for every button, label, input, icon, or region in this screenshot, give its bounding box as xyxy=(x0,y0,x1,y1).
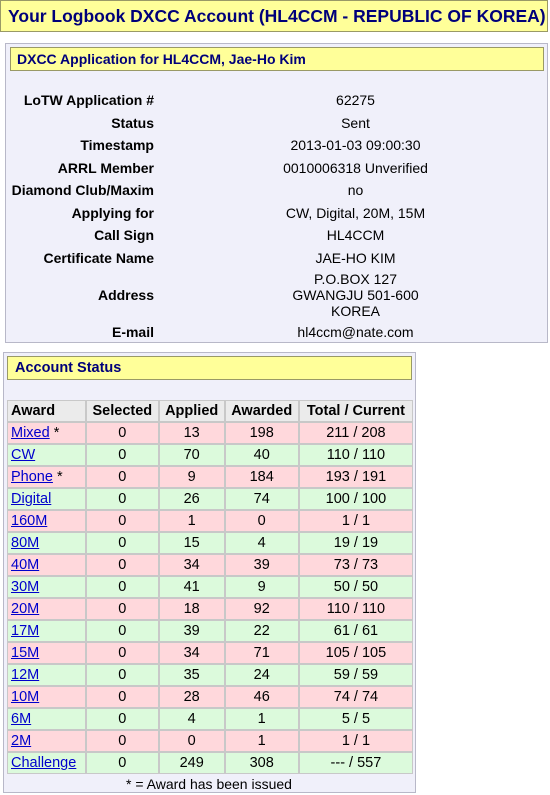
selected-cell: 0 xyxy=(86,532,159,554)
table-row xyxy=(7,642,413,664)
selected-cell: 0 xyxy=(86,752,159,774)
field-value: 2013-01-03 09:00:30 xyxy=(290,137,421,154)
award-link[interactable]: 30M xyxy=(11,579,40,595)
award-link[interactable]: CW xyxy=(11,447,36,463)
column-header-awarded: Awarded xyxy=(225,400,299,422)
selected-cell: 0 xyxy=(86,576,159,598)
table-row xyxy=(7,620,413,642)
awarded-cell: 1 xyxy=(225,730,299,752)
selected-cell: 0 xyxy=(86,510,159,532)
total-cell: --- / 557 xyxy=(299,752,413,774)
award-cell xyxy=(7,466,86,488)
awarded-cell: 46 xyxy=(225,686,299,708)
field-value: hl4ccm@nate.com xyxy=(297,324,414,341)
application-title: DXCC Application for HL4CCM, Jae-Ho Kim xyxy=(10,47,544,71)
selected-cell: 0 xyxy=(86,554,159,576)
column-header-selected: Selected xyxy=(86,400,159,422)
table-header-row xyxy=(7,400,413,422)
selected-cell: 0 xyxy=(86,466,159,488)
field-value: 62275 xyxy=(336,92,375,109)
account-status-panel xyxy=(3,352,416,793)
award-cell xyxy=(7,554,86,576)
applied-cell: 39 xyxy=(159,620,225,642)
table-row xyxy=(7,510,413,532)
field-row-email xyxy=(6,321,547,344)
award-link[interactable]: 15M xyxy=(11,645,40,661)
table-row xyxy=(7,532,413,554)
table-row xyxy=(7,730,413,752)
table-row xyxy=(7,664,413,686)
applied-cell: 1 xyxy=(159,510,225,532)
total-cell: 1 / 1 xyxy=(299,510,413,532)
applied-cell: 70 xyxy=(159,444,225,466)
selected-cell: 0 xyxy=(86,488,159,510)
field-label: Call Sign xyxy=(94,227,154,244)
application-details-table xyxy=(6,89,547,344)
field-label: Diamond Club/Maxim xyxy=(11,182,154,199)
award-cell xyxy=(7,488,86,510)
field-value: JAE-HO KIM xyxy=(315,249,396,266)
total-cell: 100 / 100 xyxy=(299,488,413,510)
field-row-arrl-member xyxy=(6,157,547,180)
field-row-call-sign xyxy=(6,224,547,247)
awarded-cell: 71 xyxy=(225,642,299,664)
award-link[interactable]: 12M xyxy=(11,667,40,683)
awarded-cell: 198 xyxy=(225,422,299,444)
award-link[interactable]: Challenge xyxy=(11,755,77,771)
field-row-certificate-name xyxy=(6,247,547,270)
selected-cell: 0 xyxy=(86,708,159,730)
total-cell: 110 / 110 xyxy=(299,598,413,620)
field-label: Status xyxy=(111,114,154,131)
field-row-diamond-club xyxy=(6,179,547,202)
award-cell xyxy=(7,642,86,664)
field-value: Sent xyxy=(341,114,370,131)
awarded-cell: 24 xyxy=(225,664,299,686)
awarded-cell: 308 xyxy=(225,752,299,774)
award-link[interactable]: 80M xyxy=(11,535,40,551)
award-link[interactable]: 20M xyxy=(11,601,40,617)
total-cell: 50 / 50 xyxy=(299,576,413,598)
account-status-table xyxy=(7,400,413,774)
address-value xyxy=(164,269,547,321)
awarded-cell: 184 xyxy=(225,466,299,488)
award-link[interactable]: 40M xyxy=(11,557,40,573)
applied-cell: 0 xyxy=(159,730,225,752)
field-value: CW, Digital, 20M, 15M xyxy=(285,204,426,221)
applied-cell: 41 xyxy=(159,576,225,598)
field-row-status xyxy=(6,112,547,135)
selected-cell: 0 xyxy=(86,598,159,620)
table-row xyxy=(7,422,413,444)
applied-cell: 34 xyxy=(159,554,225,576)
field-label: ARRL Member xyxy=(57,159,154,176)
total-cell: 193 / 191 xyxy=(299,466,413,488)
award-cell xyxy=(7,576,86,598)
field-label: Applying for xyxy=(71,204,154,221)
award-cell xyxy=(7,510,86,532)
field-value: HL4CCM xyxy=(326,227,385,244)
total-cell: 5 / 5 xyxy=(299,708,413,730)
total-cell: 211 / 208 xyxy=(299,422,413,444)
field-value: no xyxy=(347,182,364,199)
table-row xyxy=(7,466,413,488)
applied-cell: 9 xyxy=(159,466,225,488)
award-cell xyxy=(7,598,86,620)
total-cell: 74 / 74 xyxy=(299,686,413,708)
table-row xyxy=(7,488,413,510)
awarded-cell: 92 xyxy=(225,598,299,620)
field-value: 0010006318 Unverified xyxy=(283,159,428,176)
applied-cell: 28 xyxy=(159,686,225,708)
table-row xyxy=(7,752,413,774)
selected-cell: 0 xyxy=(86,730,159,752)
awarded-cell: 40 xyxy=(225,444,299,466)
applied-cell: 35 xyxy=(159,664,225,686)
field-label: Certificate Name xyxy=(43,249,154,266)
awarded-cell: 4 xyxy=(225,532,299,554)
award-cell xyxy=(7,532,86,554)
award-link[interactable]: Phone xyxy=(11,469,53,485)
applied-cell: 18 xyxy=(159,598,225,620)
total-cell: 1 / 1 xyxy=(299,730,413,752)
address-line: GWANGJU 501-600 xyxy=(292,287,419,303)
address-line: KOREA xyxy=(330,303,380,319)
total-cell: 19 / 19 xyxy=(299,532,413,554)
selected-cell: 0 xyxy=(86,686,159,708)
award-cell xyxy=(7,664,86,686)
page-title: Your Logbook DXCC Account (HL4CCM - REPUBLIC OF KOREA) xyxy=(0,0,548,32)
field-row-address xyxy=(6,269,547,321)
total-cell: 110 / 110 xyxy=(299,444,413,466)
address-line: P.O.BOX 127 xyxy=(313,271,397,287)
selected-cell: 0 xyxy=(86,642,159,664)
award-cell xyxy=(7,444,86,466)
award-link[interactable]: Digital xyxy=(11,491,52,507)
award-issued-marker: * xyxy=(49,425,60,441)
applied-cell: 4 xyxy=(159,708,225,730)
award-cell xyxy=(7,708,86,730)
table-row xyxy=(7,686,413,708)
award-link[interactable]: 17M xyxy=(11,623,40,639)
awarded-cell: 22 xyxy=(225,620,299,642)
table-row xyxy=(7,576,413,598)
applied-cell: 26 xyxy=(159,488,225,510)
applied-cell: 13 xyxy=(159,422,225,444)
award-link[interactable]: 10M xyxy=(11,689,40,705)
award-link[interactable]: 2M xyxy=(11,733,32,749)
selected-cell: 0 xyxy=(86,444,159,466)
field-label: Timestamp xyxy=(80,137,154,154)
field-row-timestamp xyxy=(6,134,547,157)
total-cell: 73 / 73 xyxy=(299,554,413,576)
award-cell xyxy=(7,752,86,774)
field-label: E-mail xyxy=(111,324,154,341)
application-panel xyxy=(5,43,548,343)
award-link[interactable]: 6M xyxy=(11,711,32,727)
table-row xyxy=(7,708,413,730)
field-row-applying-for xyxy=(6,202,547,225)
selected-cell: 0 xyxy=(86,664,159,686)
table-row xyxy=(7,598,413,620)
table-row xyxy=(7,554,413,576)
total-cell: 59 / 59 xyxy=(299,664,413,686)
field-label: LoTW Application # xyxy=(23,92,154,109)
awarded-cell: 0 xyxy=(225,510,299,532)
award-cell xyxy=(7,730,86,752)
selected-cell: 0 xyxy=(86,422,159,444)
award-cell xyxy=(7,686,86,708)
field-row-application-number xyxy=(6,89,547,112)
applied-cell: 249 xyxy=(159,752,225,774)
field-label: Address xyxy=(97,287,154,303)
column-header-award: Award xyxy=(7,400,86,422)
awarded-cell: 1 xyxy=(225,708,299,730)
award-cell xyxy=(7,620,86,642)
table-row xyxy=(7,444,413,466)
award-cell xyxy=(7,422,86,444)
applied-cell: 34 xyxy=(159,642,225,664)
column-header-applied: Applied xyxy=(159,400,225,422)
total-cell: 61 / 61 xyxy=(299,620,413,642)
account-status-title: Account Status xyxy=(7,356,412,380)
award-issued-marker: * xyxy=(52,469,63,485)
award-link[interactable]: Mixed xyxy=(11,425,50,441)
column-header-total-current: Total / Current xyxy=(299,400,413,422)
award-issued-note: * = Award has been issued xyxy=(126,776,292,792)
award-link[interactable]: 160M xyxy=(11,513,48,529)
selected-cell: 0 xyxy=(86,620,159,642)
awarded-cell: 9 xyxy=(225,576,299,598)
applied-cell: 15 xyxy=(159,532,225,554)
awarded-cell: 39 xyxy=(225,554,299,576)
awarded-cell: 74 xyxy=(225,488,299,510)
total-cell: 105 / 105 xyxy=(299,642,413,664)
